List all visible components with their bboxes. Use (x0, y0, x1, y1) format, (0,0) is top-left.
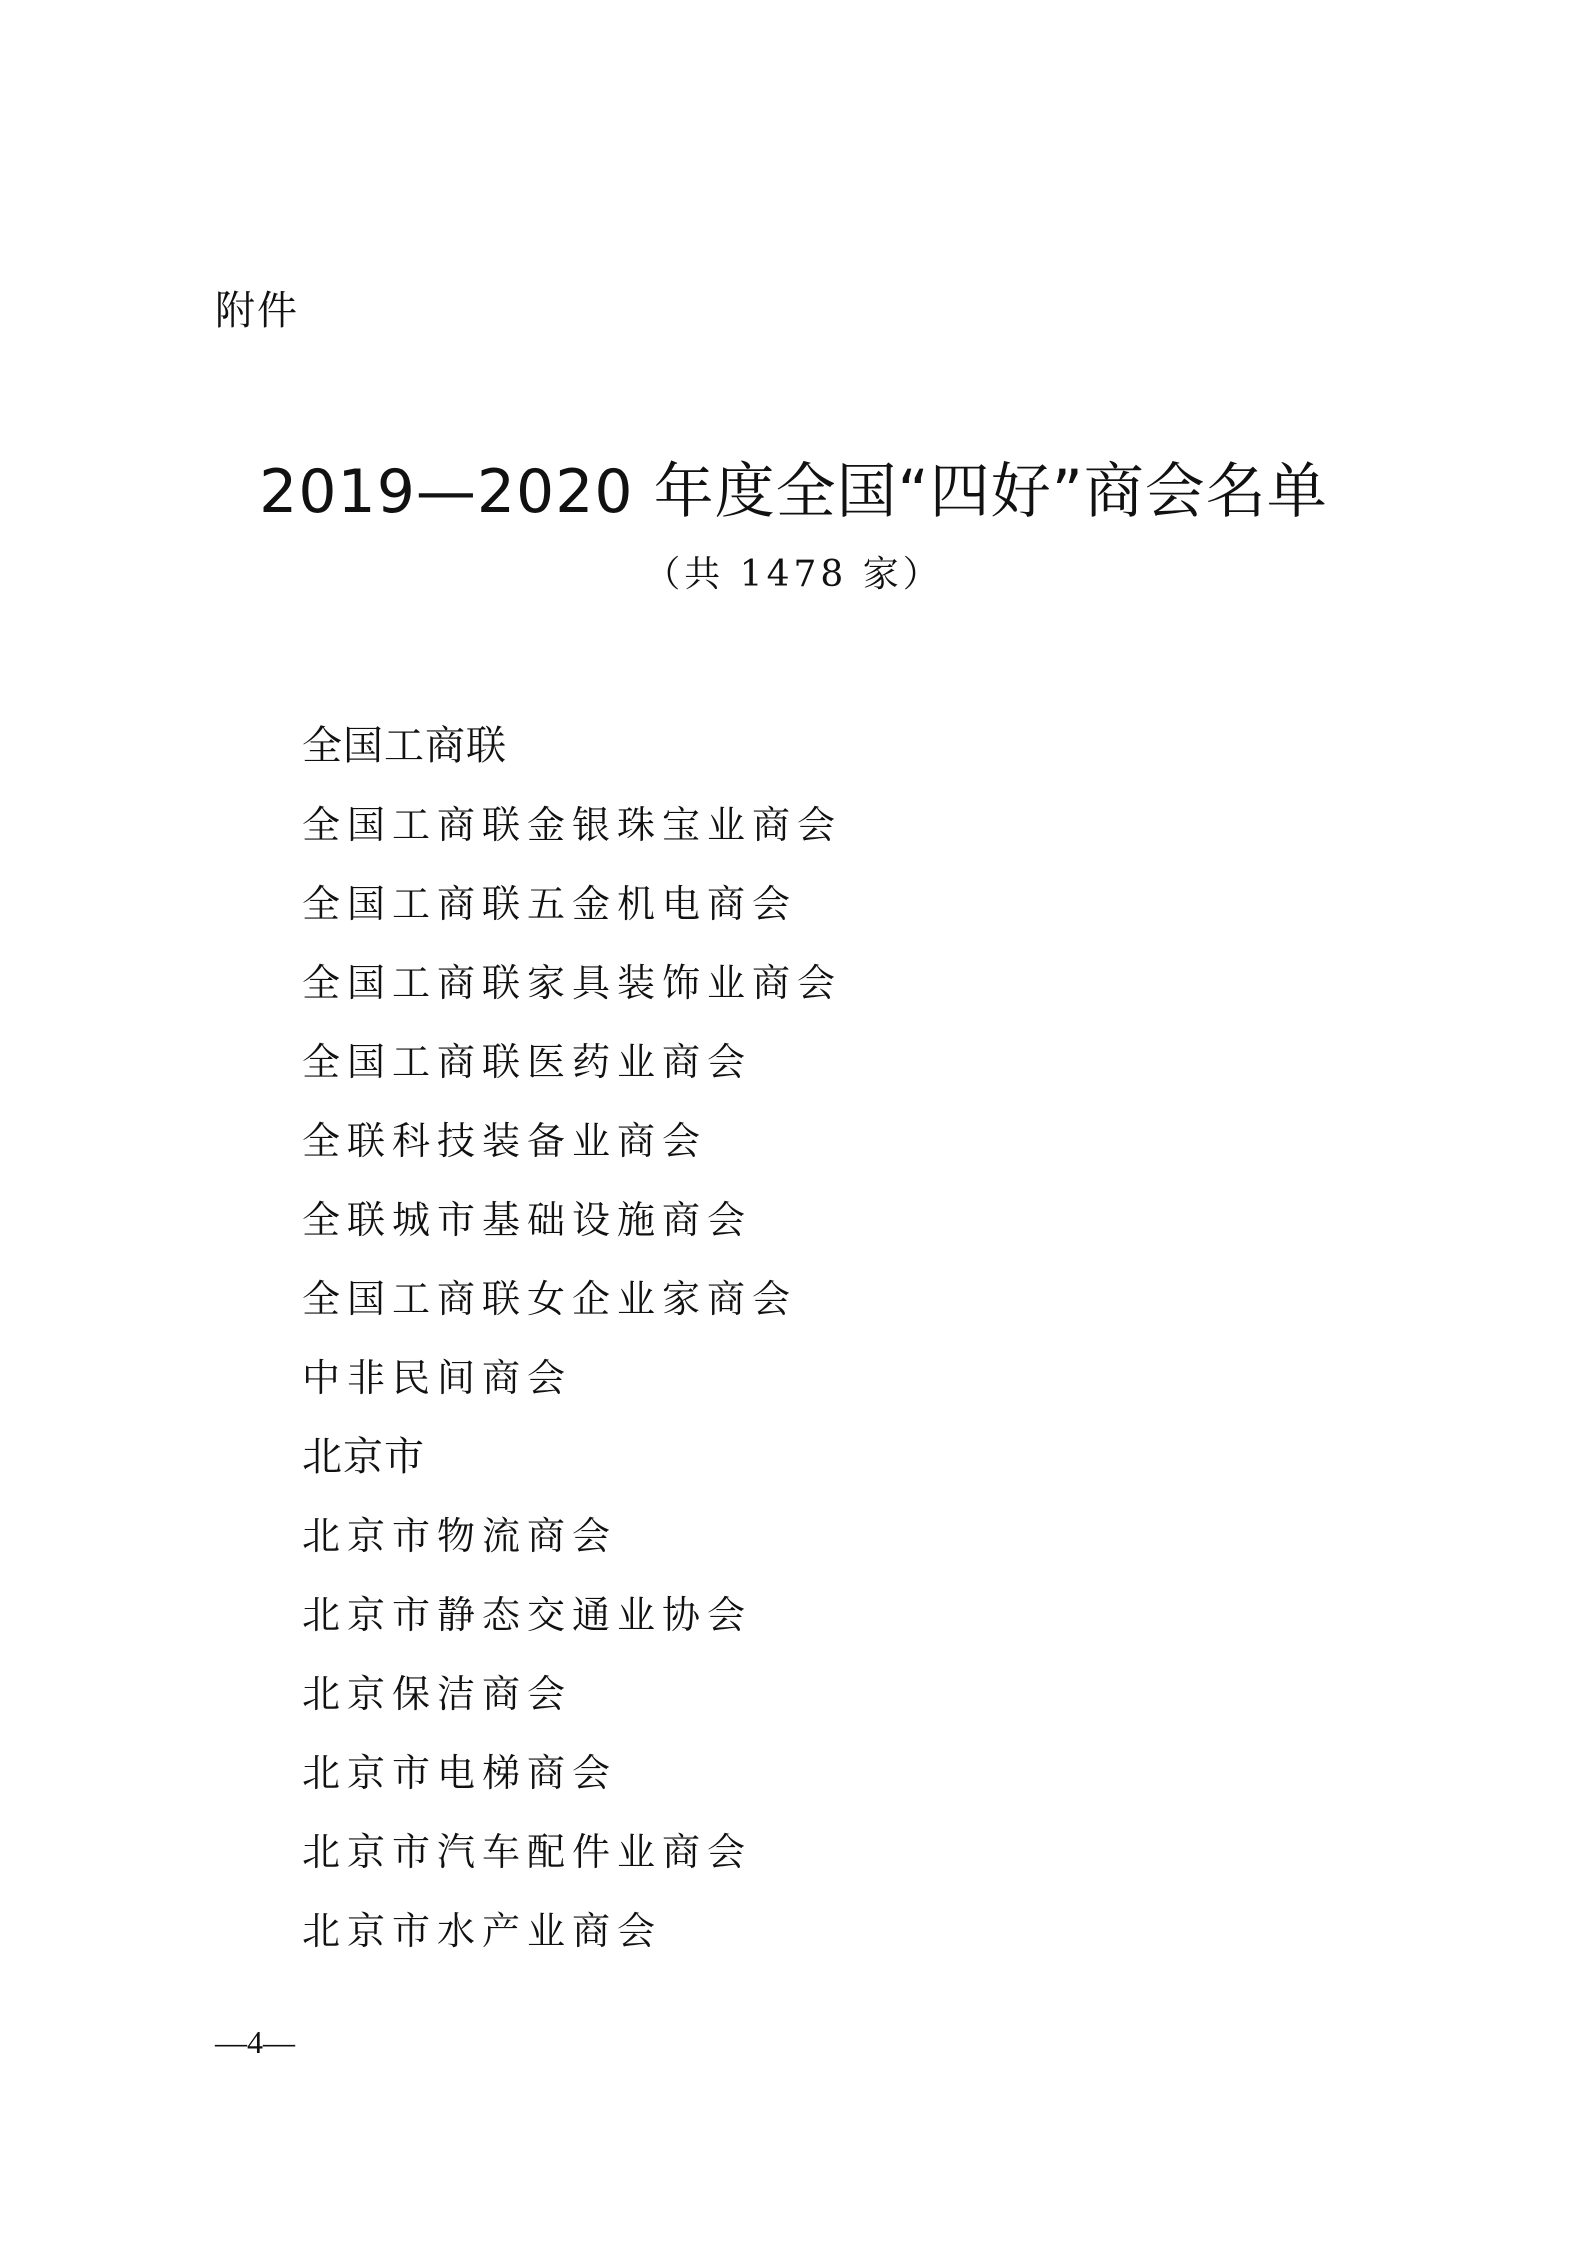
document-title: 2019—2020 年度全国“四好”商会名单 (259, 457, 1328, 527)
page-number: —4— (215, 2024, 295, 2060)
list-item: 中非民间商会 (302, 1356, 573, 1400)
list-item: 全联科技装备业商会 (302, 1119, 708, 1163)
list-item: 北京市电梯商会 (302, 1751, 618, 1795)
section-heading: 全国工商联 (302, 723, 507, 769)
list-item: 北京市水产业商会 (302, 1909, 663, 1953)
list-item: 全国工商联家具装饰业商会 (302, 961, 843, 1005)
list-item: 全联城市基础设施商会 (302, 1198, 753, 1242)
list-item: 全国工商联女企业家商会 (302, 1277, 798, 1321)
document-subtitle: （共 1478 家） (644, 554, 943, 595)
list-item: 北京市物流商会 (302, 1514, 618, 1558)
chamber-list (302, 710, 842, 1974)
list-item: 北京保洁商会 (302, 1672, 573, 1716)
section-heading: 北京市 (302, 1434, 425, 1480)
list-item: 全国工商联医药业商会 (302, 1040, 753, 1084)
list-item: 全国工商联五金机电商会 (302, 882, 798, 926)
attachment-label: 附件 (215, 288, 299, 334)
list-item: 北京市静态交通业协会 (302, 1593, 753, 1637)
list-item: 全国工商联金银珠宝业商会 (302, 803, 843, 847)
list-item: 北京市汽车配件业商会 (302, 1830, 753, 1874)
